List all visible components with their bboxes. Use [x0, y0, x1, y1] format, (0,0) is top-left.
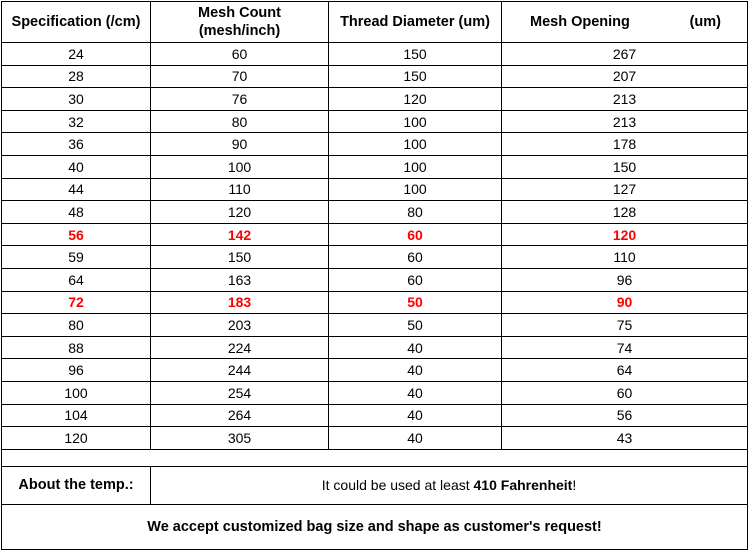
- cell-thread-diameter: 40: [329, 404, 502, 427]
- cell-thread-diameter: 100: [329, 155, 502, 178]
- cell-mesh-opening: 64: [502, 359, 748, 382]
- cell-thread-diameter: 100: [329, 133, 502, 156]
- cell-mesh-opening: 213: [502, 110, 748, 133]
- header-mesh-count-line2: (mesh/inch): [198, 23, 281, 39]
- cell-mesh-opening: 75: [502, 314, 748, 337]
- cell-mesh-opening: 60: [502, 381, 748, 404]
- header-mesh-opening: [502, 2, 748, 43]
- cell-specification: 36: [2, 133, 151, 156]
- table-row: [2, 65, 748, 88]
- cell-specification: 120: [2, 427, 151, 450]
- note-row: [2, 504, 748, 549]
- cell-thread-diameter: 80: [329, 201, 502, 224]
- cell-thread-diameter: 40: [329, 381, 502, 404]
- cell-mesh-count: 150: [151, 246, 329, 269]
- cell-specification: 104: [2, 404, 151, 427]
- cell-mesh-opening: 43: [502, 427, 748, 450]
- cell-thread-diameter: 120: [329, 88, 502, 111]
- cell-thread-diameter: 100: [329, 110, 502, 133]
- table-row: [2, 336, 748, 359]
- table-row: [2, 43, 748, 66]
- cell-thread-diameter: 60: [329, 246, 502, 269]
- cell-thread-diameter: 50: [329, 291, 502, 314]
- mesh-spec-table: [1, 1, 748, 550]
- cell-mesh-opening: 128: [502, 201, 748, 224]
- cell-mesh-count: 110: [151, 178, 329, 201]
- table-row: [2, 404, 748, 427]
- table-row: [2, 155, 748, 178]
- cell-mesh-opening: 267: [502, 43, 748, 66]
- temp-row: [2, 466, 748, 504]
- cell-mesh-count: 163: [151, 268, 329, 291]
- header-mesh-opening-unit: (um): [689, 14, 721, 30]
- temp-text: [151, 466, 748, 504]
- cell-mesh-count: 70: [151, 65, 329, 88]
- table-row: [2, 268, 748, 291]
- cell-specification: 80: [2, 314, 151, 337]
- cell-specification: 72: [2, 291, 151, 314]
- cell-mesh-count: 305: [151, 427, 329, 450]
- cell-mesh-opening: 74: [502, 336, 748, 359]
- table-row: [2, 110, 748, 133]
- cell-specification: 59: [2, 246, 151, 269]
- table-row: [2, 133, 748, 156]
- cell-mesh-opening: 178: [502, 133, 748, 156]
- cell-mesh-opening: 56: [502, 404, 748, 427]
- cell-mesh-count: 264: [151, 404, 329, 427]
- cell-mesh-opening: 127: [502, 178, 748, 201]
- table-row: [2, 178, 748, 201]
- blank-row: [2, 449, 748, 466]
- cell-mesh-count: 244: [151, 359, 329, 382]
- header-specification: Specification (/cm): [2, 2, 151, 43]
- cell-thread-diameter: 100: [329, 178, 502, 201]
- cell-specification: 88: [2, 336, 151, 359]
- temp-text-bold: 410 Fahrenheit: [473, 477, 573, 494]
- temp-text-after: !: [572, 477, 577, 494]
- cell-mesh-opening: 207: [502, 65, 748, 88]
- header-mesh-count-line1: Mesh Count: [198, 5, 281, 21]
- cell-mesh-count: 224: [151, 336, 329, 359]
- table-row: [2, 427, 748, 450]
- cell-mesh-count: 90: [151, 133, 329, 156]
- cell-mesh-count: 142: [151, 223, 329, 246]
- cell-mesh-count: 76: [151, 88, 329, 111]
- cell-specification: 100: [2, 381, 151, 404]
- temp-label: About the temp.:: [2, 466, 151, 504]
- table-row: [2, 88, 748, 111]
- cell-specification: 40: [2, 155, 151, 178]
- header-row: [2, 2, 748, 43]
- header-mesh-opening-label: Mesh Opening: [530, 14, 630, 30]
- cell-thread-diameter: 60: [329, 268, 502, 291]
- cell-thread-diameter: 150: [329, 65, 502, 88]
- cell-specification: 48: [2, 201, 151, 224]
- table-row: [2, 201, 748, 224]
- cell-mesh-count: 80: [151, 110, 329, 133]
- cell-thread-diameter: 60: [329, 223, 502, 246]
- header-mesh-count: [151, 2, 329, 43]
- cell-mesh-opening: 90: [502, 291, 748, 314]
- table-row: [2, 381, 748, 404]
- cell-mesh-opening: 213: [502, 88, 748, 111]
- cell-thread-diameter: 150: [329, 43, 502, 66]
- cell-mesh-opening: 110: [502, 246, 748, 269]
- header-thread-diameter: Thread Diameter (um): [329, 2, 502, 43]
- cell-specification: 30: [2, 88, 151, 111]
- table-row: [2, 291, 748, 314]
- cell-specification: 64: [2, 268, 151, 291]
- table-row: [2, 314, 748, 337]
- cell-mesh-opening: 96: [502, 268, 748, 291]
- cell-specification: 32: [2, 110, 151, 133]
- temp-text-before: It could be used at least: [321, 477, 474, 494]
- cell-mesh-count: 254: [151, 381, 329, 404]
- cell-thread-diameter: 40: [329, 427, 502, 450]
- table-row: [2, 246, 748, 269]
- cell-mesh-count: 183: [151, 291, 329, 314]
- customization-note: We accept customized bag size and shape as customer's request!: [2, 504, 748, 549]
- cell-specification: 28: [2, 65, 151, 88]
- cell-mesh-count: 120: [151, 201, 329, 224]
- table-row: [2, 223, 748, 246]
- cell-specification: 24: [2, 43, 151, 66]
- cell-specification: 96: [2, 359, 151, 382]
- cell-mesh-count: 100: [151, 155, 329, 178]
- cell-mesh-count: 203: [151, 314, 329, 337]
- cell-mesh-count: 60: [151, 43, 329, 66]
- cell-thread-diameter: 40: [329, 336, 502, 359]
- cell-mesh-opening: 150: [502, 155, 748, 178]
- cell-mesh-opening: 120: [502, 223, 748, 246]
- table-row: [2, 359, 748, 382]
- cell-specification: 44: [2, 178, 151, 201]
- cell-thread-diameter: 40: [329, 359, 502, 382]
- cell-specification: 56: [2, 223, 151, 246]
- blank-cell: [2, 449, 748, 466]
- cell-thread-diameter: 50: [329, 314, 502, 337]
